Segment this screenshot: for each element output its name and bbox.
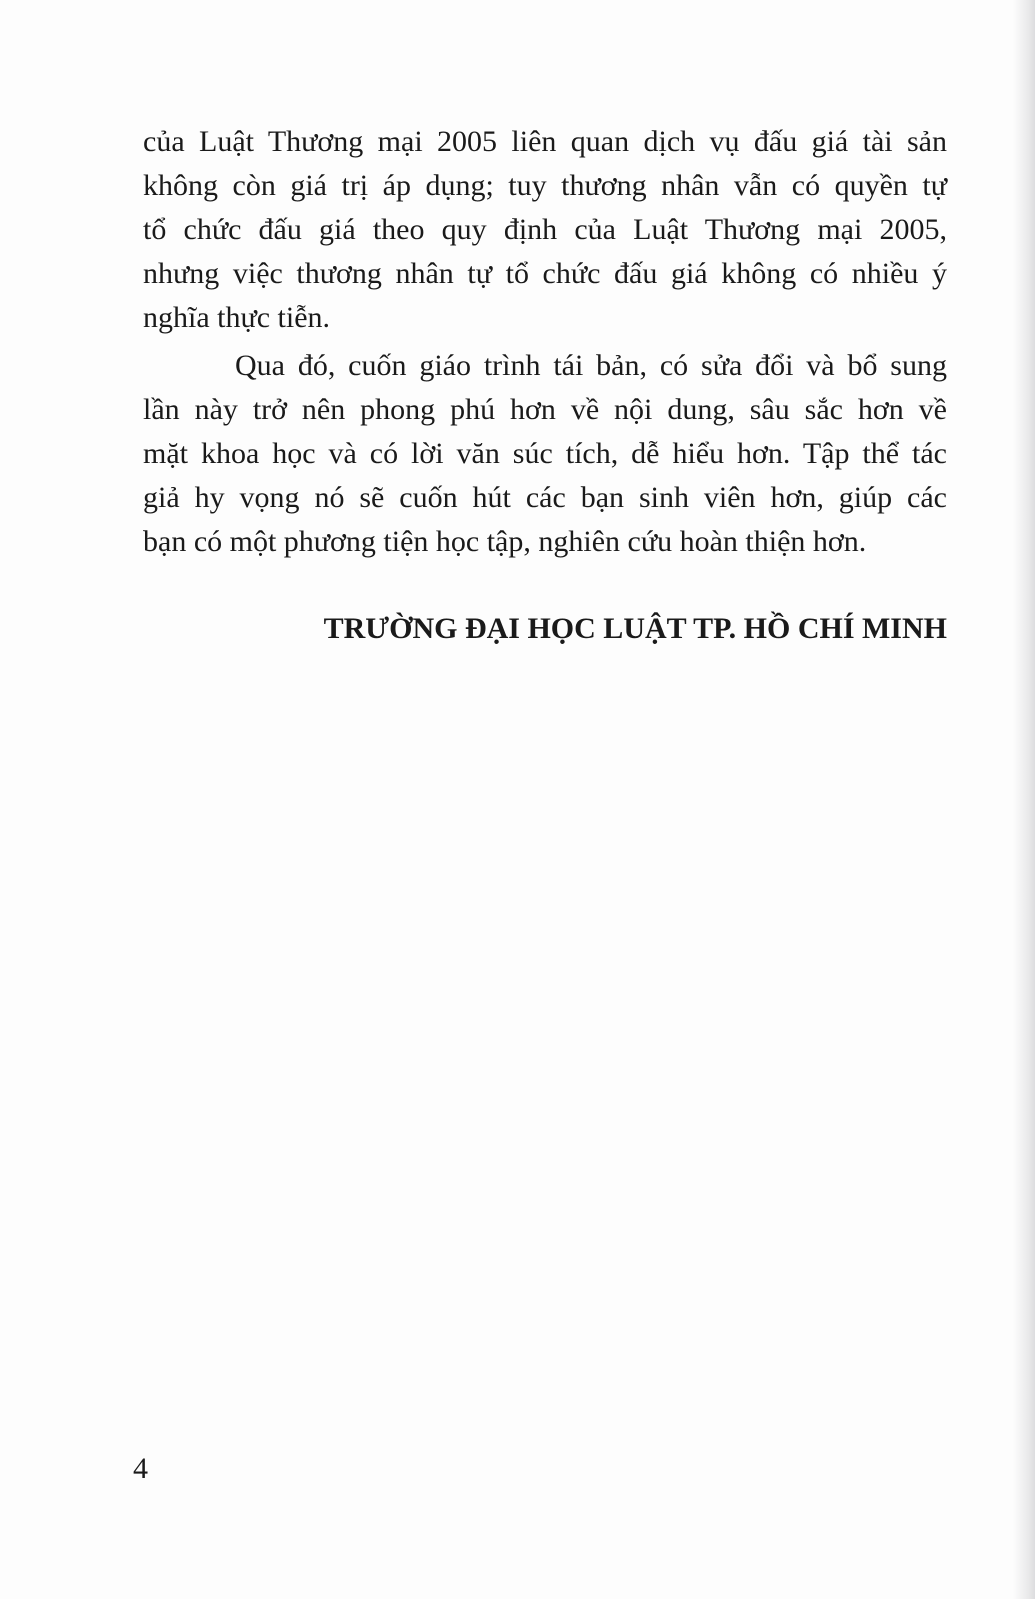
text-line: mặt khoa học và có lời văn súc tích, dễ hiểu hơn. Tập thể tác (143, 437, 947, 470)
text-line: Qua đó, cuốn giáo trình tái bản, có sửa đổi và bổ sung (235, 349, 947, 382)
text-line: tổ chức đấu giá theo quy định của Luật Thương mại 2005, (143, 213, 947, 246)
text-line: giả hy vọng nó sẽ cuốn hút các bạn sinh viên hơn, giúp các (143, 481, 947, 514)
body-text (143, 120, 947, 564)
institution-signature: TRƯỜNG ĐẠI HỌC LUẬT TP. HỒ CHÍ MINH (323, 612, 947, 645)
text-line: của Luật Thương mại 2005 liên quan dịch vụ đấu giá tài sản (143, 125, 947, 158)
text-line: không còn giá trị áp dụng; tuy thương nhân vẫn có quyền tự (143, 169, 947, 202)
text-line: nghĩa thực tiễn. (143, 301, 331, 334)
paragraph-2 (143, 344, 947, 564)
paragraph-1 (143, 120, 947, 340)
text-line: nhưng việc thương nhân tự tổ chức đấu giá không có nhiều ý (143, 257, 947, 290)
text-line: lần này trở nên phong phú hơn về nội dung, sâu sắc hơn về (143, 393, 947, 426)
text-line: bạn có một phương tiện học tập, nghiên cứu hoàn thiện hơn. (143, 525, 867, 558)
page-number: 4 (133, 1452, 148, 1485)
page-edge-shadow (1013, 0, 1035, 1599)
